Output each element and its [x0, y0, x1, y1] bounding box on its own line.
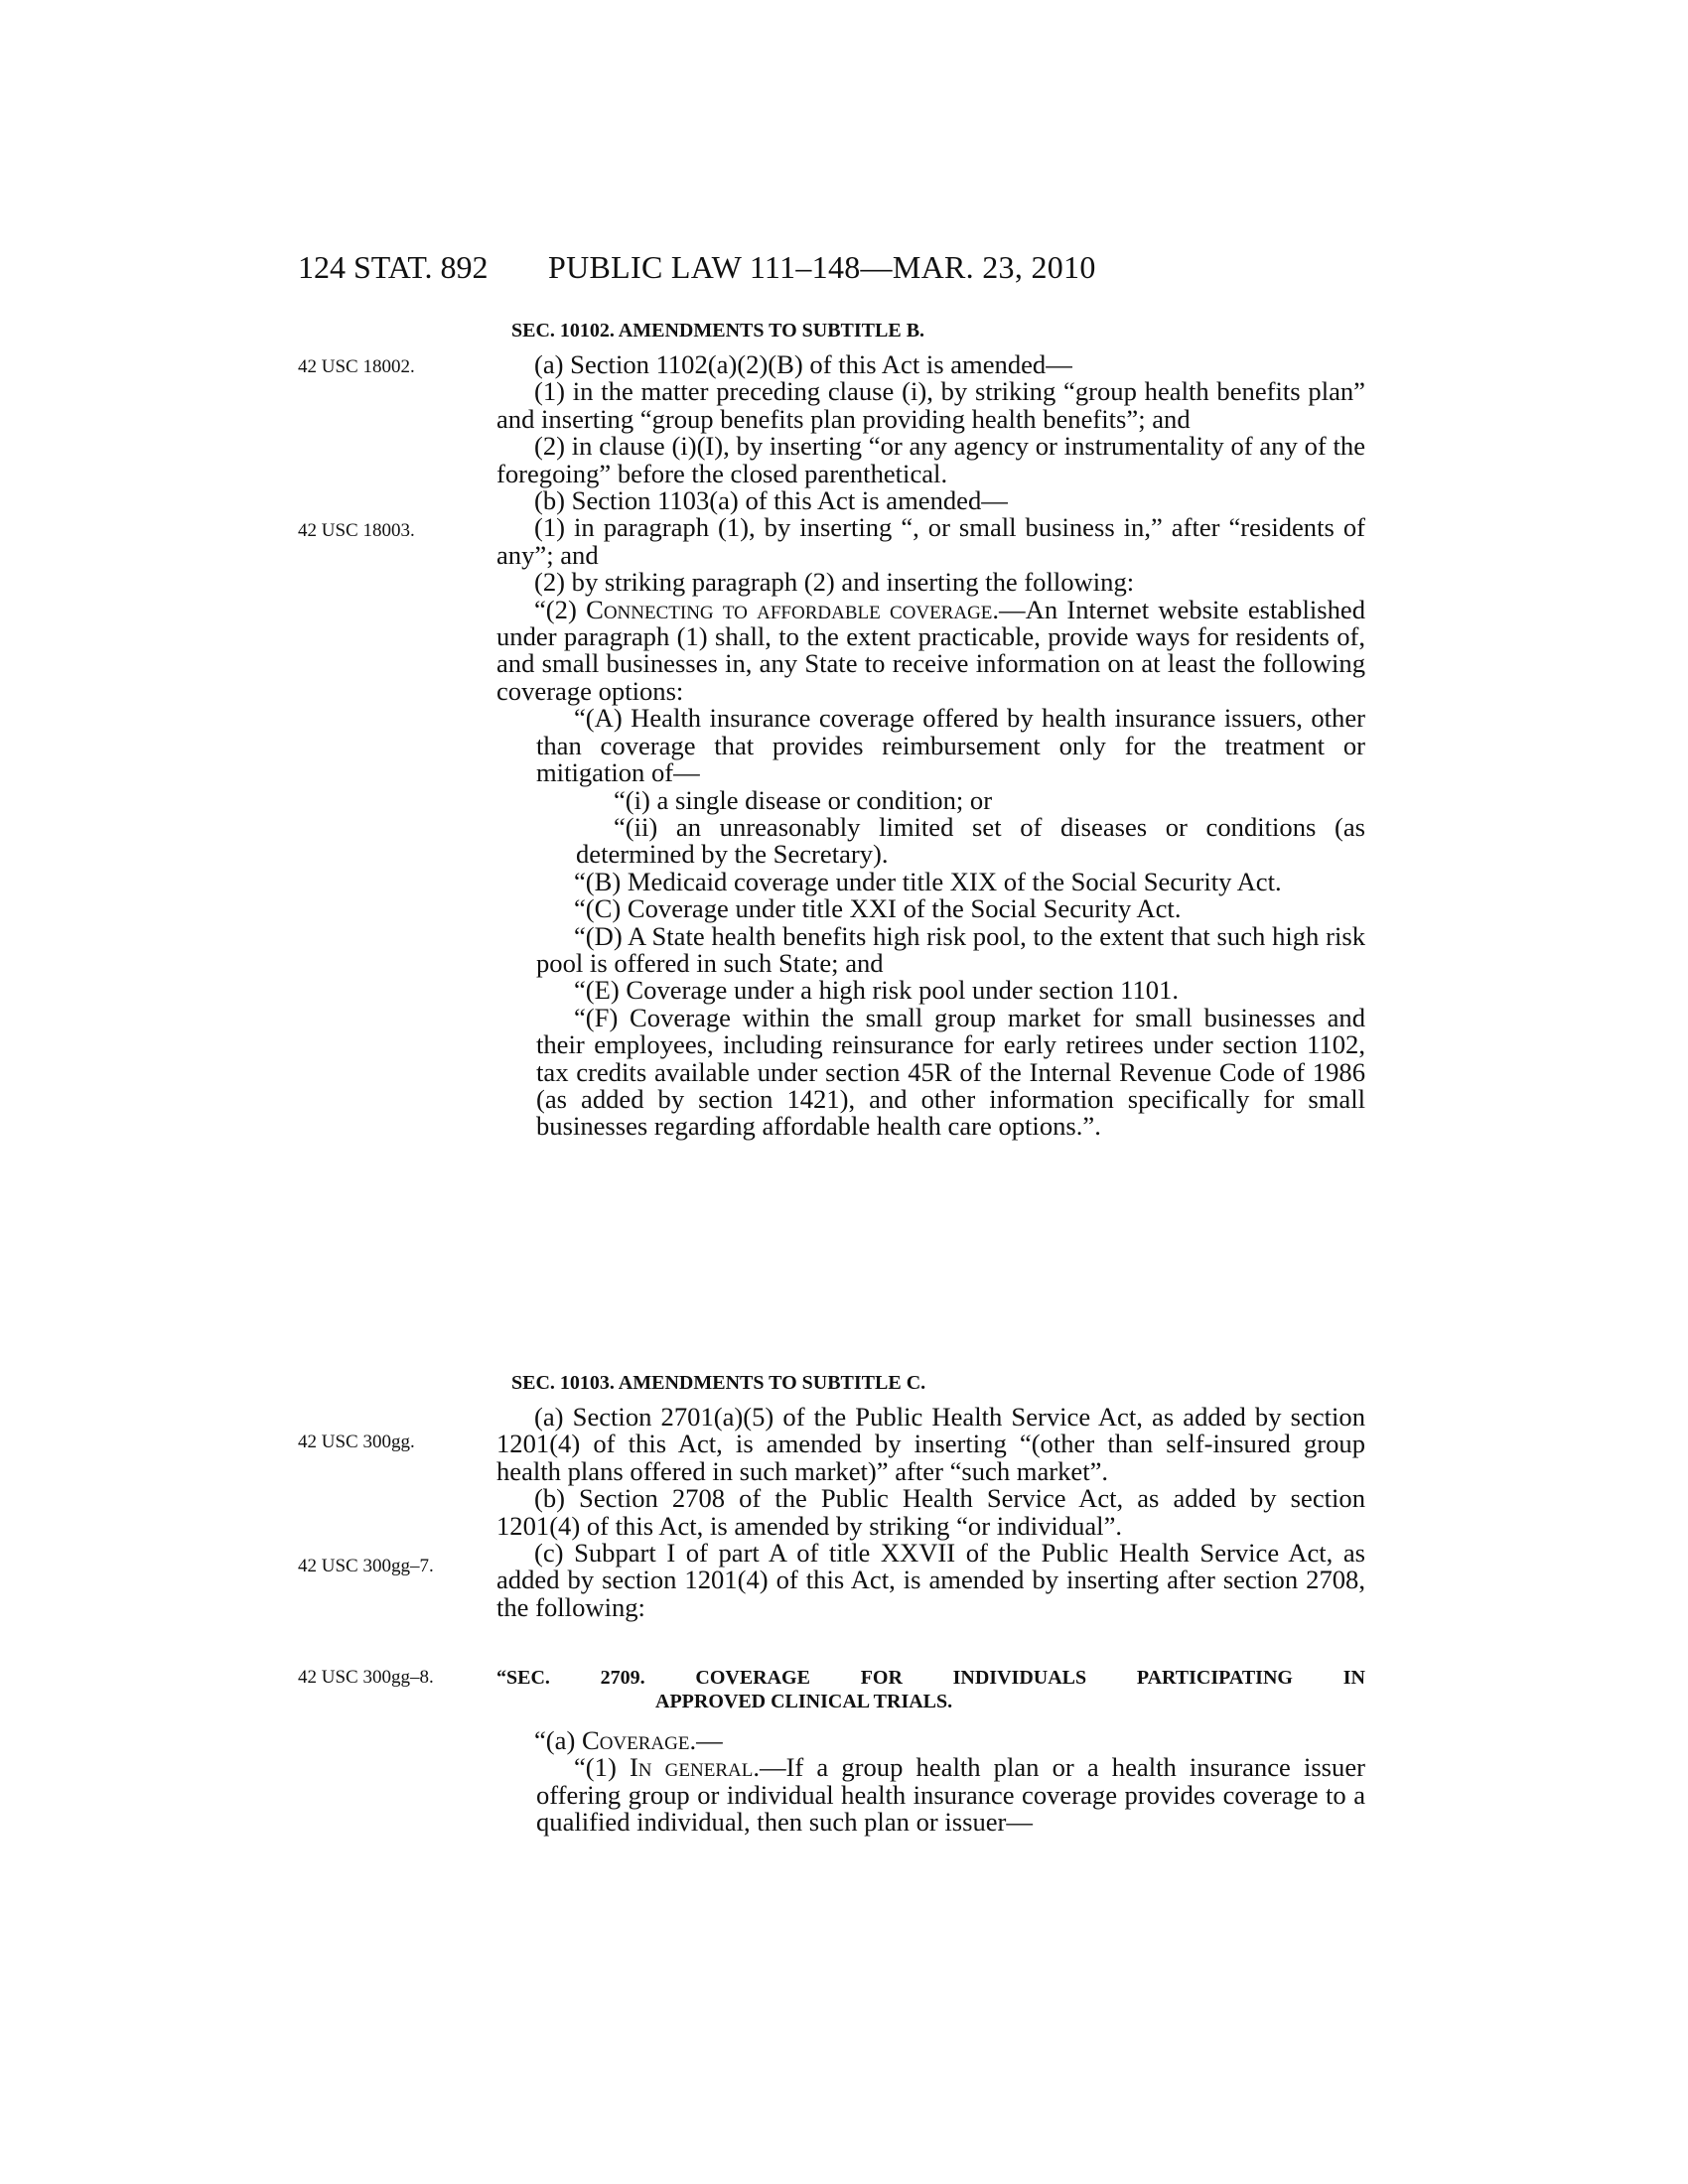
heading-word: 2709. [600, 1667, 645, 1689]
paragraph-2-prefix: “(2) [534, 594, 587, 624]
heading-word: FOR [860, 1667, 903, 1689]
section-heading-10103: SEC. 10103. AMENDMENTS TO SUBTITLE C. [511, 1372, 926, 1394]
margin-note-18003: 42 USC 18003. [298, 520, 415, 541]
subsection-a-intro: (a) Section 1102(a)(2)(B) of this Act is amended— [534, 349, 1072, 379]
paragraph-2-text: .—An Internet website established under paragraph (1) shall, to the extent practicable, provide ways for residents of, and small businesses in, any State to receive information on at least the following coverage options: [496, 594, 1366, 706]
subparagraph-D: “(D) A State health benefits high risk pool, to the extent that such high risk pool is offered in such State; and [536, 920, 1365, 978]
subsection-10103-a: (a) Section 2701(a)(5) of the Public Health Service Act, as added by section 1201(4) of this Act, is amended by inserting “(other than self-insured group health plans offered in such market)” after “such market”. [496, 1402, 1365, 1486]
subsection-2709-a-heading: Coverage [581, 1725, 690, 1755]
clause-A-ii: “(ii) an unreasonably limited set of diseases or conditions (as determined by the Secretary). [576, 811, 1365, 870]
margin-note-300gg-8: 42 USC 300gg–8. [298, 1667, 434, 1688]
subparagraph-F: “(F) Coverage within the small group market for small businesses and their employees, including reinsurance for early retirees under section 1102, tax credits available under section 45R of the Internal Revenue Code of 1986 (as added by section 1421), and other information specifically for small businesses regarding affordable health care options.”. [536, 1002, 1365, 1142]
subsection-10103-b: (b) Section 2708 of the Public Health Service Act, as added by section 1201(4) of this Act, is amended by striking “or individual”. [496, 1483, 1365, 1541]
margin-note-300gg: 42 USC 300gg. [298, 1432, 415, 1452]
section-10102-body [496, 351, 1365, 1141]
heading-word: PARTICIPATING [1136, 1667, 1293, 1689]
running-header-law: PUBLIC LAW 111–148—MAR. 23, 2010 [548, 249, 1096, 285]
paragraph-2-inserted [496, 594, 1366, 706]
subparagraph-B: “(B) Medicaid coverage under title XIX of the Social Security Act. [574, 866, 1282, 896]
subsection-2709-a-prefix: “(a) [534, 1725, 582, 1755]
section-2709-heading [496, 1666, 1365, 1713]
paragraph-b2: (2) by striking paragraph (2) and inserting the following: [534, 567, 1135, 598]
subsection-2709-a [496, 1727, 1365, 1754]
stat-page-number: 124 STAT. 892 [298, 249, 489, 285]
paragraph-2709-a1-heading: In general [629, 1752, 754, 1783]
subsection-b-intro: (b) Section 1103(a) of this Act is amended— [534, 485, 1008, 516]
clause-A-i: “(i) a single disease or condition; or [614, 784, 993, 815]
subparagraph-C: “(C) Coverage under title XXI of the Social Security Act. [574, 893, 1182, 924]
paragraph-2709-a1 [496, 1754, 1365, 1836]
heading-word: INDIVIDUALS [952, 1667, 1087, 1689]
heading-word: IN [1342, 1667, 1365, 1689]
heading-word: “SEC. [496, 1667, 550, 1689]
section-10103-body [496, 1404, 1365, 1621]
heading-word: COVERAGE [695, 1667, 810, 1689]
subsection-10103-c: (c) Subpart I of part A of title XXVII of the Public Health Service Act, as added by section 1201(4) of this Act, is amended by inserting after section 2708, the following: [496, 1538, 1365, 1622]
margin-note-18002: 42 USC 18002. [298, 356, 415, 377]
subparagraph-E: “(E) Coverage under a high risk pool under section 1101. [574, 975, 1180, 1006]
paragraph-b1: (1) in paragraph (1), by inserting “, or small business in,” after “residents of any”; and [496, 512, 1365, 570]
paragraph-2709-a1-prefix: “(1) [574, 1752, 630, 1783]
section-heading-10102: SEC. 10102. AMENDMENTS TO SUBTITLE B. [511, 320, 925, 341]
paragraph-2709-a1-text: .—If a group health plan or a health insurance issuer offering group or individual health insurance coverage provides coverage to a qualified individual, then such plan or issuer— [536, 1752, 1365, 1838]
subsection-2709-a-suffix: .— [689, 1725, 723, 1755]
subparagraph-A: “(A) Health insurance coverage offered by health insurance issuers, other than coverage that provides reimbursement only for the treatment or mitigation of— [536, 703, 1365, 788]
paragraph-a1: (1) in the matter preceding clause (i), by striking “group health benefits plan” and inserting “group benefits plan providing health benefits”; and [496, 376, 1365, 434]
paragraph-a2: (2) in clause (i)(I), by inserting “or any agency or instrumentality of any of the foregoing” before the closed parenthetical. [496, 431, 1365, 488]
section-2709-body [496, 1727, 1365, 1837]
margin-note-300gg-7: 42 USC 300gg–7. [298, 1556, 434, 1576]
paragraph-2-heading: Connecting to affordable coverage [586, 594, 993, 624]
section-2709-heading-line2: APPROVED CLINICAL TRIALS. [655, 1691, 953, 1712]
